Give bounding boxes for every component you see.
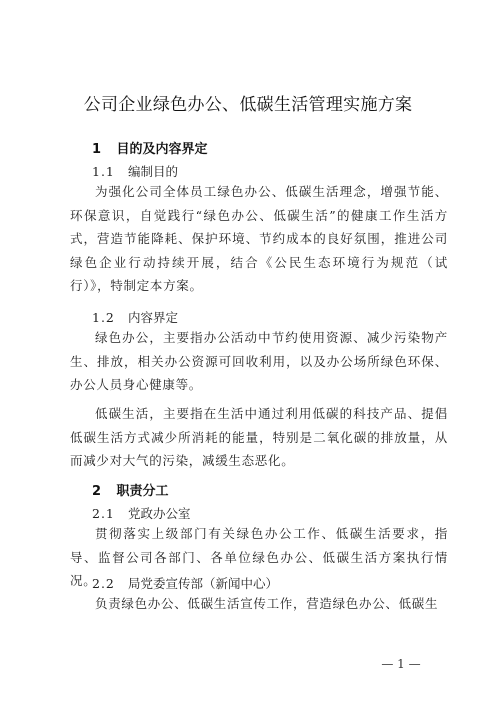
subsection-heading bbox=[92, 504, 191, 522]
body-paragraph: 负责绿色办公、低碳生活宣传工作，营造绿色办公、低碳生 bbox=[95, 596, 439, 611]
subsection-heading bbox=[92, 308, 178, 326]
subsection-title: 党政办公室 bbox=[127, 506, 191, 521]
page-number: — 1 — bbox=[381, 657, 421, 671]
subsection-heading bbox=[92, 162, 178, 180]
section-heading bbox=[92, 138, 208, 157]
subsection-number: 2.2 bbox=[92, 576, 115, 591]
section-heading bbox=[92, 480, 169, 499]
subsection-title: 编制目的 bbox=[127, 164, 178, 179]
body-paragraph: 绿色办公，主要指办公活动中节约使用资源、减少污染物产生、排放，相关办公资源可回收利用，以及办公场所绿色环保、办公人员身心健康等。 bbox=[70, 330, 448, 392]
section-title: 职责分工 bbox=[116, 484, 169, 499]
subsection-title: 内容界定 bbox=[127, 310, 178, 325]
body-paragraph: 为强化公司全体员工绿色办公、低碳生活理念，增强节能、环保意识，自觉践行“绿色办公、低碳生活”的健康工作生活方式，营造节能降耗、保护环境、节约成本的良好氛围，推进公司绿色企业行动持续开展，结合《公民生态环境行为规范（试行）》，特制定本方案。 bbox=[70, 184, 448, 293]
subsection-title: 局党委宣传部（新闻中心） bbox=[127, 576, 278, 591]
subsection-number: 2.1 bbox=[92, 506, 115, 521]
subsection-number: 1.2 bbox=[92, 310, 115, 325]
section-title: 目的及内容界定 bbox=[116, 142, 208, 157]
body-paragraph: 贯彻落实上级部门有关绿色办公工作、低碳生活要求，指导、监督公司各部门、各单位绿色办公、低碳生活方案执行情况。 bbox=[70, 526, 448, 588]
subsection-number: 1.1 bbox=[92, 164, 115, 179]
subsection-heading bbox=[92, 574, 278, 592]
section-number: 1 bbox=[92, 142, 102, 157]
section-number: 2 bbox=[92, 484, 102, 499]
document-title: 公司企业绿色办公、低碳生活管理实施方案 bbox=[83, 95, 413, 115]
body-paragraph: 低碳生活，主要指在生活中通过利用低碳的科技产品、提倡低碳生活方式减少所消耗的能量，特别是二氧化碳的排放量，从而减少对大气的污染，减缓生态恶化。 bbox=[70, 406, 448, 468]
